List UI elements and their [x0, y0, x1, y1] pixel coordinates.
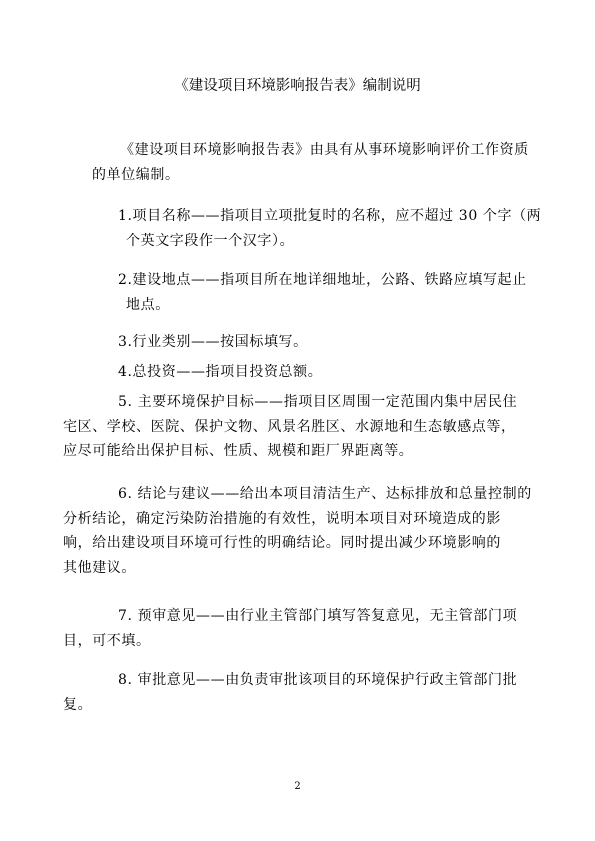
item-line: 3.行业类别——按国标填写。 [118, 334, 308, 350]
item-line: 7. 预审意见——由行业主管部门填写答复意见，无主管部门项 [118, 608, 518, 624]
item-line: 8. 审批意见——由负责审批该项目的环境保护行政主管部门批 [118, 672, 518, 688]
item-line: 1.项目名称——指项目立项批复时的名称，应不超过 30 个字（两 [118, 208, 542, 224]
item-line: 目，可不填。 [63, 632, 151, 649]
item-project-name [92, 204, 542, 253]
item-line: 2.建设地点——指项目所在地详细地址，公路、铁路应填写起止 [118, 272, 527, 288]
item-line: 6. 结论与建议——给出本项目清洁生产、达标排放和总量控制的 [118, 486, 532, 502]
item-investment [92, 360, 512, 385]
item-approval [63, 668, 518, 717]
item-line: 地点。 [126, 296, 170, 313]
item-line: 4.总投资——指项目投资总额。 [118, 364, 323, 380]
item-line: 分析结论，确定污染防治措施的有效性，说明本项目对环境造成的影 [63, 510, 501, 527]
item-line: 个英文字段作一个汉字）。 [126, 232, 295, 249]
item-line: 宅区、学校、医院、保护文物、风景名胜区、水源地和生态敏感点等， [63, 418, 516, 435]
item-pre-review [63, 604, 518, 653]
intro-paragraph [92, 138, 529, 187]
intro-line: 《建设项目环境影响报告表》由具有从事环境影响评价工作资质 [120, 142, 529, 158]
item-line: 其他建议。 [63, 559, 136, 576]
item-line: 5. 主要环境保护目标——指项目区周围一定范围内集中居民住 [118, 394, 518, 410]
page-number: 2 [294, 781, 301, 792]
item-conclusion [63, 482, 532, 580]
item-industry [92, 330, 512, 355]
item-line: 复。 [63, 696, 93, 713]
item-location [92, 268, 527, 317]
item-line: 响，给出建设项目环境可行性的明确结论。同时提出减少环境影响的 [63, 535, 501, 552]
item-line: 应尽可能给出保护目标、性质、规模和距厂界距离等。 [63, 443, 414, 460]
intro-line: 的单位编制。 [92, 166, 180, 183]
page-title: 《建设项目环境影响报告表》编制说明 [174, 78, 421, 94]
item-protection-targets [63, 390, 518, 464]
